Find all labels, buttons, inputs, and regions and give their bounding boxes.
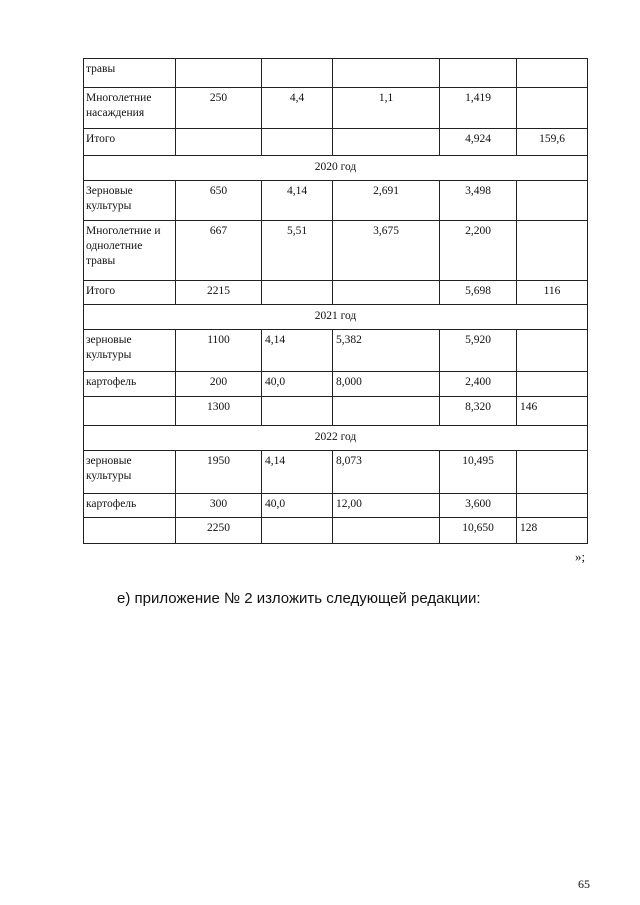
table-row: [84, 281, 588, 305]
table-cell: [262, 129, 333, 156]
table-row: [84, 494, 588, 518]
row-label-cell: картофель: [84, 372, 176, 397]
table-cell: 250: [176, 88, 262, 129]
table-cell: 650: [176, 181, 262, 221]
table-cell: 200: [176, 372, 262, 397]
table-cell: [333, 59, 440, 88]
table-cell: 159,6: [517, 129, 588, 156]
table-cell: [333, 397, 440, 426]
table-cell: 4,14: [262, 330, 333, 372]
table-row: [84, 221, 588, 281]
table-cell: 3,675: [333, 221, 440, 281]
table-cell: 2,691: [333, 181, 440, 221]
table-cell: [262, 397, 333, 426]
table-cell: [517, 59, 588, 88]
closing-quote: »;: [575, 549, 586, 564]
table-body: [84, 59, 588, 544]
table-row: [84, 59, 588, 88]
table-cell: 5,698: [440, 281, 517, 305]
table-cell: [176, 59, 262, 88]
year-header-row: [84, 305, 588, 330]
row-label-cell: картофель: [84, 494, 176, 518]
table-cell: 1300: [176, 397, 262, 426]
table-cell: 4,4: [262, 88, 333, 129]
table-cell: 8,000: [333, 372, 440, 397]
table-row: [84, 397, 588, 426]
table-cell: 40,0: [262, 494, 333, 518]
table-cell: 1,1: [333, 88, 440, 129]
table-cell: [517, 372, 588, 397]
table-cell: 3,498: [440, 181, 517, 221]
year-header: 2021 год: [84, 305, 588, 330]
year-header: 2022 год: [84, 426, 588, 451]
table-cell: 2,400: [440, 372, 517, 397]
table-cell: 128: [517, 518, 588, 544]
table-cell: [517, 88, 588, 129]
table-cell: 146: [517, 397, 588, 426]
paragraph-text: е) приложение № 2 изложить следующей редакции:: [117, 590, 481, 607]
table-row: [84, 518, 588, 544]
table-cell: 5,382: [333, 330, 440, 372]
data-table: [83, 58, 588, 544]
table-cell: [333, 518, 440, 544]
table-cell: 4,924: [440, 129, 517, 156]
table-cell: [262, 281, 333, 305]
row-label-cell: [84, 397, 176, 426]
table-cell: 4,14: [262, 181, 333, 221]
table-cell: 8,320: [440, 397, 517, 426]
row-label-cell: [84, 518, 176, 544]
table-cell: [517, 451, 588, 494]
table-cell: 667: [176, 221, 262, 281]
year-header: 2020 год: [84, 156, 588, 181]
table-cell: 5,920: [440, 330, 517, 372]
row-label-cell: Многолетние насаждения: [84, 88, 176, 129]
row-label-cell: зерновые культуры: [84, 451, 176, 494]
table-cell: 1100: [176, 330, 262, 372]
table-cell: [517, 330, 588, 372]
table-cell: 4,14: [262, 451, 333, 494]
table-cell: 8,073: [333, 451, 440, 494]
table-cell: [440, 59, 517, 88]
table-cell: [517, 494, 588, 518]
table-row: [84, 181, 588, 221]
row-label-cell: зерновые культуры: [84, 330, 176, 372]
table-row: [84, 451, 588, 494]
table-cell: 40,0: [262, 372, 333, 397]
table-cell: 5,51: [262, 221, 333, 281]
table-cell: [517, 181, 588, 221]
year-header-row: [84, 426, 588, 451]
year-header-row: [84, 156, 588, 181]
table-cell: 2250: [176, 518, 262, 544]
table-row: [84, 330, 588, 372]
page-number: 65: [578, 877, 590, 891]
table-cell: 3,600: [440, 494, 517, 518]
table-cell: 10,650: [440, 518, 517, 544]
table-cell: [333, 129, 440, 156]
table-cell: 1,419: [440, 88, 517, 129]
table-cell: [262, 518, 333, 544]
table-row: [84, 372, 588, 397]
table-cell: 2215: [176, 281, 262, 305]
table-cell: [262, 59, 333, 88]
table-cell: [517, 221, 588, 281]
table-row: [84, 129, 588, 156]
table-cell: 300: [176, 494, 262, 518]
row-label-cell: Зерновые культуры: [84, 181, 176, 221]
row-label-cell: Многолетние и однолетние травы: [84, 221, 176, 281]
table-cell: [176, 129, 262, 156]
table-cell: [333, 281, 440, 305]
row-label-cell: Итого: [84, 129, 176, 156]
table-cell: 116: [517, 281, 588, 305]
table-cell: 2,200: [440, 221, 517, 281]
table-cell: 12,00: [333, 494, 440, 518]
row-label-cell: травы: [84, 59, 176, 88]
row-label-cell: Итого: [84, 281, 176, 305]
table-cell: 1950: [176, 451, 262, 494]
table-cell: 10,495: [440, 451, 517, 494]
table-row: [84, 88, 588, 129]
